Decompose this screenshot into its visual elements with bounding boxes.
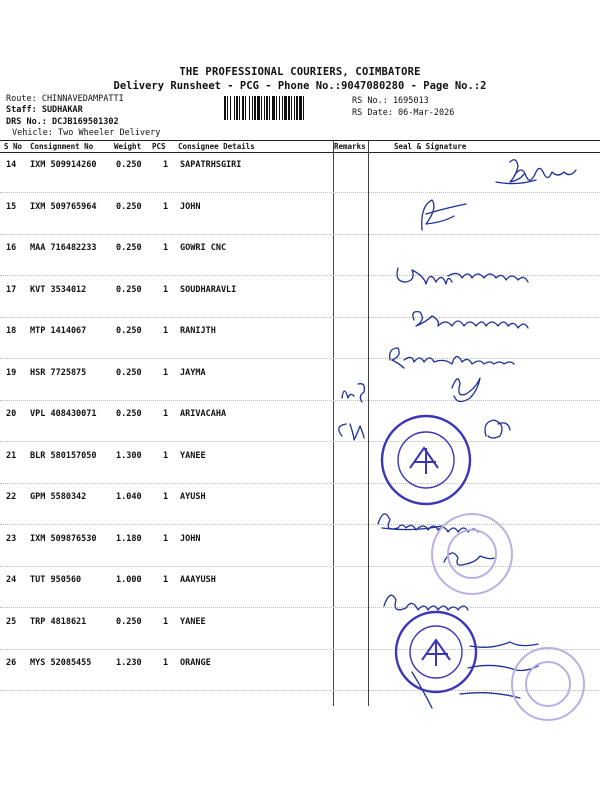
table-row [0, 569, 600, 609]
row-consignee: AAAYUSH [180, 575, 216, 585]
table-row [0, 320, 600, 360]
row-weight: 0.250 [116, 160, 142, 170]
barcode-bar [299, 96, 302, 120]
row-consignee: YANEE [180, 616, 206, 627]
row-weight: 0.250 [116, 201, 142, 212]
table-row [0, 486, 600, 526]
row-pcs: 1 [163, 284, 169, 295]
row-pcs: 1 [163, 326, 169, 336]
row-pcs: 1 [163, 160, 169, 170]
row-pcs: 1 [163, 658, 169, 668]
barcode-bar [242, 96, 244, 120]
barcode-bar [245, 96, 246, 120]
row-consignee: JAYMA [180, 367, 206, 378]
row-consignment: VPL 408430071 [30, 409, 97, 419]
table-row [0, 528, 600, 568]
barcode-bar [261, 96, 262, 120]
row-sno: 17 [6, 284, 17, 295]
row-separator [0, 566, 600, 567]
row-weight: 0.250 [116, 616, 142, 627]
vehicle-text: Vehicle: Two Wheeler Delivery [12, 128, 161, 138]
row-separator [0, 400, 600, 401]
barcode-bar [230, 96, 231, 120]
table-row [0, 445, 600, 485]
row-separator [0, 441, 600, 442]
table-row [0, 154, 600, 194]
drs-number: DRS No.: DCJB169501302 [6, 117, 119, 127]
row-consignment: IXM 509876530 [30, 533, 97, 544]
table-row [0, 611, 600, 651]
barcode-bar [224, 96, 226, 120]
row-sno: 18 [6, 326, 17, 336]
barcode-bar [239, 96, 240, 120]
row-consignment: TUT 950560 [30, 575, 82, 585]
col-seal-header: Seal & Signature [394, 142, 467, 151]
col-weight-header: Weight [114, 142, 142, 151]
barcode-bar [264, 96, 265, 120]
barcode-bar [279, 96, 280, 120]
row-separator [0, 192, 600, 193]
barcode-bar [284, 96, 287, 120]
table-row [0, 196, 600, 236]
row-consignment: KVT 3534012 [30, 284, 87, 295]
barcode-bar [291, 96, 292, 120]
row-consignment: IXM 509914260 [30, 160, 97, 170]
header-rule-bottom [0, 152, 600, 153]
barcode-bar [252, 96, 253, 120]
barcode-bar [276, 96, 277, 120]
row-sno: 23 [6, 533, 17, 544]
header-rule-top [0, 140, 600, 141]
barcode-bar [266, 96, 268, 120]
barcode-bar [282, 96, 283, 120]
row-consignee: RANIJTH [180, 326, 216, 336]
row-consignment: TRP 4818621 [30, 616, 87, 627]
row-sno: 25 [6, 616, 17, 627]
row-consignee: JOHN [180, 201, 201, 212]
row-weight: 0.250 [116, 367, 142, 378]
row-weight: 1.230 [116, 658, 142, 668]
row-separator [0, 483, 600, 484]
row-sno: 19 [6, 367, 17, 378]
table-row [0, 403, 600, 443]
table-row [0, 652, 600, 692]
row-consignment: HSR 7725875 [30, 367, 87, 378]
col-remarks-header: Remarks [334, 142, 366, 151]
barcode-bar [288, 96, 290, 120]
barcode-bar [234, 96, 235, 120]
barcode-image [224, 96, 346, 120]
table-row [0, 362, 600, 402]
col-consignment-header: Consignment No [30, 142, 94, 151]
barcode-bar [294, 96, 295, 120]
barcode-bar [269, 96, 270, 120]
barcode-bar [257, 96, 260, 120]
row-sno: 14 [6, 160, 17, 170]
barcode-bar [249, 96, 250, 120]
barcode-bar [236, 96, 238, 120]
row-separator [0, 524, 600, 525]
barcode-bar [272, 96, 275, 120]
col-sno-header: S No [4, 142, 23, 151]
barcode-bar [303, 96, 304, 120]
row-consignee: YANEE [180, 450, 206, 461]
row-weight: 1.300 [116, 450, 142, 461]
row-sno: 24 [6, 575, 17, 585]
row-separator [0, 358, 600, 359]
row-consignee: SAPATRHSGIRI [180, 160, 242, 170]
row-sno: 22 [6, 492, 17, 502]
row-consignee: SOUDHARAVLI [180, 284, 237, 295]
row-consignment: MTP 1414067 [30, 326, 87, 336]
row-pcs: 1 [163, 450, 169, 461]
runsheet-subtitle: Delivery Runsheet - PCG - Phone No.:9047080280 - Page No.:2 [113, 80, 487, 92]
row-weight: 0.250 [116, 243, 142, 253]
barcode-bar [254, 96, 256, 120]
row-sno: 15 [6, 201, 17, 212]
signature-mark [460, 693, 520, 698]
row-pcs: 1 [163, 201, 169, 212]
row-sno: 26 [6, 658, 17, 668]
row-separator [0, 690, 600, 691]
row-pcs: 1 [163, 243, 169, 253]
row-separator [0, 275, 600, 276]
row-weight: 1.000 [116, 575, 142, 585]
rs-date: RS Date: 06-Mar-2026 [352, 108, 455, 118]
row-pcs: 1 [163, 492, 169, 502]
table-row [0, 237, 600, 277]
row-weight: 1.040 [116, 492, 142, 502]
row-consignment: IXM 509765964 [30, 201, 97, 212]
row-pcs: 1 [163, 409, 169, 419]
row-weight: 0.250 [116, 409, 142, 419]
row-consignment: BLR 580157050 [30, 450, 97, 461]
rs-number: RS No.: 1695013 [352, 96, 429, 106]
row-consignment: GPM 5580342 [30, 492, 87, 502]
row-separator [0, 607, 600, 608]
row-weight: 0.250 [116, 326, 142, 336]
row-separator [0, 234, 600, 235]
row-pcs: 1 [163, 575, 169, 585]
route-text: Route: CHINNAVEDAMPATTI [6, 94, 124, 104]
staff-text: Staff: SUDHAKAR [6, 105, 83, 115]
row-consignment: MAA 716482233 [30, 243, 97, 253]
table-row [0, 279, 600, 319]
row-pcs: 1 [163, 616, 169, 627]
row-consignment: MYS 52085455 [30, 658, 92, 668]
row-weight: 0.250 [116, 284, 142, 295]
row-separator [0, 649, 600, 650]
row-consignee: JOHN [180, 533, 201, 544]
row-sno: 20 [6, 409, 17, 419]
row-consignee: AYUSH [180, 492, 206, 502]
barcode-bar [227, 96, 228, 120]
row-separator [0, 317, 600, 318]
row-consignee: ARIVACAHA [180, 409, 227, 419]
row-sno: 16 [6, 243, 17, 253]
barcode-bar [296, 96, 298, 120]
row-pcs: 1 [163, 367, 169, 378]
col-consignee-header: Consignee Details [178, 142, 255, 151]
row-consignee: ORANGE [180, 658, 211, 668]
row-weight: 1.180 [116, 533, 142, 544]
row-consignee: GOWRI CNC [180, 243, 227, 253]
row-sno: 21 [6, 450, 17, 461]
company-title: THE PROFESSIONAL COURIERS, COIMBATORE [179, 66, 421, 78]
row-pcs: 1 [163, 533, 169, 544]
col-pcs-header: PCS [152, 142, 166, 151]
